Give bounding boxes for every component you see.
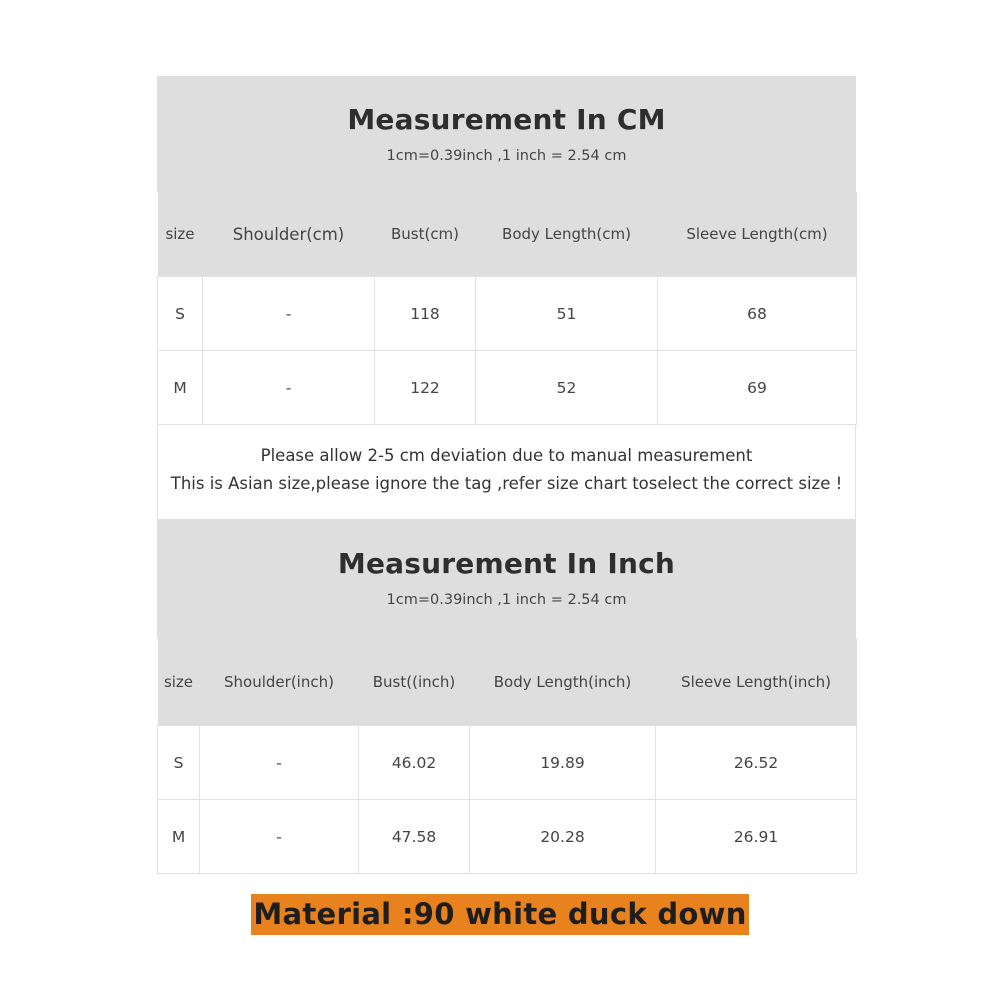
table-cell: 19.89 [470, 726, 656, 800]
inch-conversion-note: 1cm=0.39inch ,1 inch = 2.54 cm [386, 592, 627, 608]
table-cell: M [158, 351, 203, 425]
table-cell: 26.91 [656, 800, 857, 874]
cm-title-block [157, 76, 856, 192]
column-header: Shoulder(inch) [200, 639, 359, 726]
table-cell: 20.28 [470, 800, 656, 874]
measurement-notes [157, 425, 856, 519]
cm-header-row [158, 192, 857, 277]
material-banner [0, 894, 1000, 935]
table-cell: 118 [375, 277, 476, 351]
table-row [158, 800, 857, 874]
inch-title-block [157, 519, 856, 639]
size-chart [157, 76, 856, 874]
table-cell: 26.52 [656, 726, 857, 800]
column-header: Sleeve Length(cm) [658, 192, 857, 277]
table-cell: 68 [658, 277, 857, 351]
column-header: Shoulder(cm) [203, 192, 375, 277]
column-header: size [158, 639, 200, 726]
table-cell: S [158, 277, 203, 351]
table-row [158, 726, 857, 800]
table-row [158, 277, 857, 351]
material-label: Material :90 white duck down [251, 894, 748, 935]
cm-size-table [157, 192, 857, 425]
table-cell: 122 [375, 351, 476, 425]
table-cell: S [158, 726, 200, 800]
column-header: Body Length(inch) [470, 639, 656, 726]
table-cell: - [203, 277, 375, 351]
table-cell: 69 [658, 351, 857, 425]
table-cell: - [200, 726, 359, 800]
column-header: Sleeve Length(inch) [656, 639, 857, 726]
table-cell: 46.02 [359, 726, 470, 800]
table-cell: 47.58 [359, 800, 470, 874]
column-header: Bust(cm) [375, 192, 476, 277]
deviation-note: Please allow 2-5 cm deviation due to manual measurement [260, 446, 753, 465]
table-cell: - [203, 351, 375, 425]
column-header: Body Length(cm) [476, 192, 658, 277]
cm-conversion-note: 1cm=0.39inch ,1 inch = 2.54 cm [386, 148, 627, 164]
table-cell: - [200, 800, 359, 874]
column-header: size [158, 192, 203, 277]
table-cell: 51 [476, 277, 658, 351]
table-row [158, 351, 857, 425]
inch-header-row [158, 639, 857, 726]
inch-size-table [157, 639, 857, 874]
table-cell: 52 [476, 351, 658, 425]
asian-size-note: This is Asian size,please ignore the tag ,refer size chart toselect the correct size ! [170, 474, 843, 493]
inch-title: Measurement In Inch [337, 547, 676, 580]
cm-title: Measurement In CM [347, 103, 666, 136]
column-header: Bust((inch) [359, 639, 470, 726]
table-cell: M [158, 800, 200, 874]
